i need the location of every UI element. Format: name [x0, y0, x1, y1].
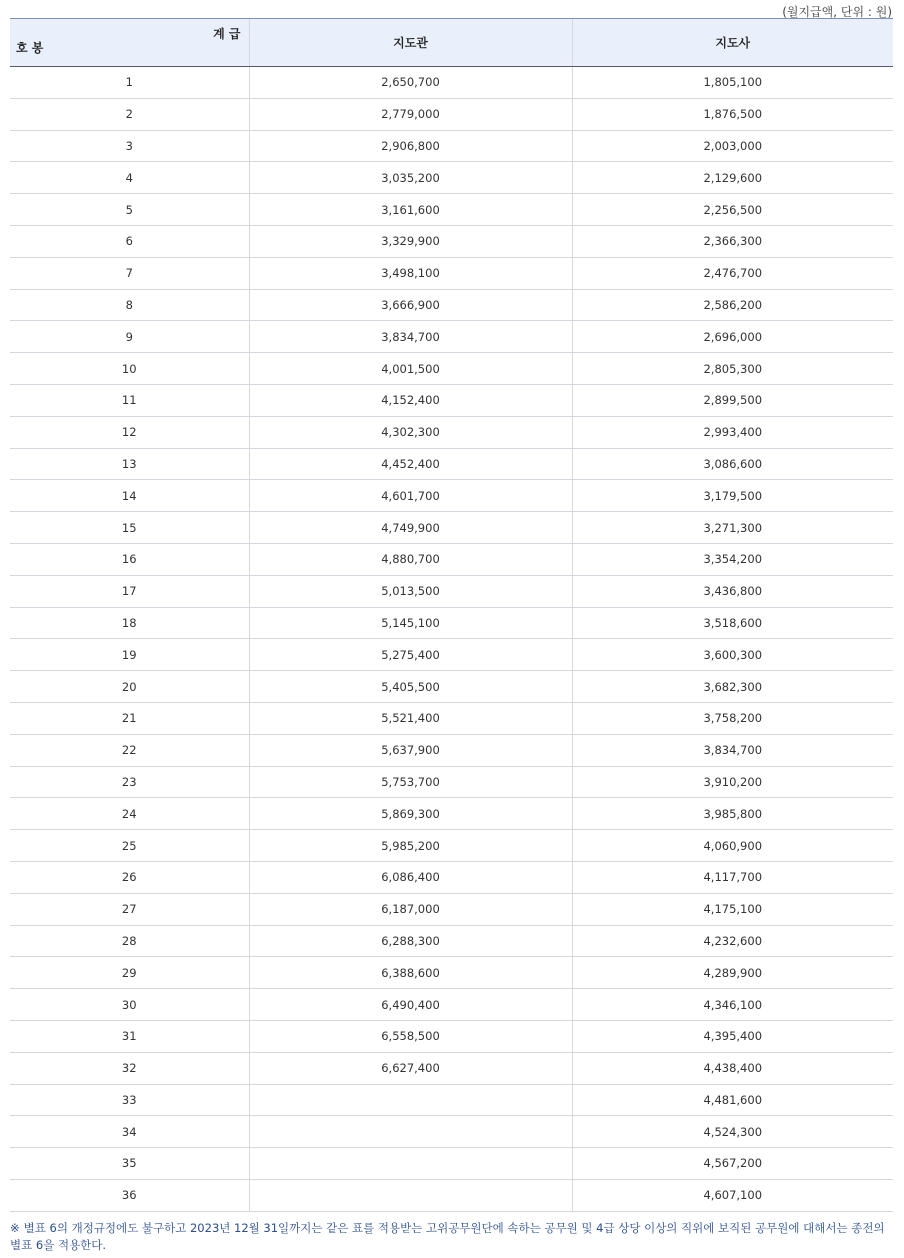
header-corner-cell [10, 19, 249, 67]
step-cell: 29 [10, 957, 249, 989]
step-cell: 31 [10, 1020, 249, 1052]
footnote-text: 별표 6의 개정규정에도 불구하고 2023년 12월 31일까지는 같은 표를 적용받는 고위공무원단에 속하는 공무원 및 4급 상당 이상의 직위에 보직된 공무원에 대해서는 종전의 별표 6을 적용한다. [10, 1221, 885, 1252]
instructor-pay-cell: 4,567,200 [572, 1148, 893, 1180]
instructor-pay-cell: 3,910,200 [572, 766, 893, 798]
reference-mark: ※ [10, 1221, 20, 1235]
table-row [10, 480, 893, 512]
instructor-pay-cell: 4,524,300 [572, 1116, 893, 1148]
table-row [10, 448, 893, 480]
instructor-pay-cell: 4,346,100 [572, 989, 893, 1021]
table-row [10, 702, 893, 734]
column-header-instructor-senior: 지도관 [249, 19, 572, 67]
step-cell: 28 [10, 925, 249, 957]
table-header [10, 19, 893, 67]
instructor-pay-cell: 3,600,300 [572, 639, 893, 671]
table-row [10, 893, 893, 925]
step-cell: 34 [10, 1116, 249, 1148]
instructor-senior-pay-cell: 4,001,500 [249, 353, 572, 385]
step-cell: 20 [10, 671, 249, 703]
instructor-senior-pay-cell: 4,452,400 [249, 448, 572, 480]
table-body [10, 67, 893, 1212]
instructor-pay-cell: 3,985,800 [572, 798, 893, 830]
instructor-pay-cell: 4,289,900 [572, 957, 893, 989]
instructor-senior-pay-cell: 3,161,600 [249, 194, 572, 226]
instructor-pay-cell: 3,682,300 [572, 671, 893, 703]
instructor-pay-cell: 3,179,500 [572, 480, 893, 512]
step-cell: 25 [10, 830, 249, 862]
instructor-senior-pay-cell: 5,405,500 [249, 671, 572, 703]
instructor-pay-cell: 3,758,200 [572, 702, 893, 734]
instructor-senior-pay-cell: 4,152,400 [249, 384, 572, 416]
instructor-pay-cell: 4,438,400 [572, 1052, 893, 1084]
instructor-senior-pay-cell: 6,490,400 [249, 989, 572, 1021]
instructor-pay-cell: 4,232,600 [572, 925, 893, 957]
instructor-pay-cell: 3,834,700 [572, 734, 893, 766]
instructor-senior-pay-cell: 6,388,600 [249, 957, 572, 989]
instructor-senior-pay-cell: 6,187,000 [249, 893, 572, 925]
step-cell: 2 [10, 98, 249, 130]
step-cell: 18 [10, 607, 249, 639]
step-cell: 17 [10, 575, 249, 607]
table-row [10, 321, 893, 353]
unit-note: (월지급액, 단위 : 원) [782, 5, 892, 19]
table-row [10, 289, 893, 321]
step-cell: 1 [10, 67, 249, 99]
step-cell: 8 [10, 289, 249, 321]
table-row [10, 925, 893, 957]
instructor-senior-pay-cell: 5,869,300 [249, 798, 572, 830]
table-row [10, 1179, 893, 1211]
table-row [10, 384, 893, 416]
table-row [10, 830, 893, 862]
instructor-senior-pay-cell: 4,302,300 [249, 416, 572, 448]
instructor-senior-pay-cell: 2,779,000 [249, 98, 572, 130]
table-row [10, 989, 893, 1021]
instructor-pay-cell: 3,271,300 [572, 512, 893, 544]
instructor-senior-pay-cell: 2,906,800 [249, 130, 572, 162]
table-row [10, 639, 893, 671]
table-row [10, 512, 893, 544]
step-cell: 23 [10, 766, 249, 798]
step-cell: 19 [10, 639, 249, 671]
instructor-pay-cell: 1,876,500 [572, 98, 893, 130]
instructor-senior-pay-cell: 6,627,400 [249, 1052, 572, 1084]
instructor-pay-cell: 2,003,000 [572, 130, 893, 162]
table-row [10, 353, 893, 385]
step-cell: 15 [10, 512, 249, 544]
table-row [10, 575, 893, 607]
table-row [10, 766, 893, 798]
table-row [10, 957, 893, 989]
instructor-pay-cell: 2,586,200 [572, 289, 893, 321]
instructor-pay-cell: 1,805,100 [572, 67, 893, 99]
instructor-pay-cell: 3,436,800 [572, 575, 893, 607]
step-cell: 36 [10, 1179, 249, 1211]
instructor-senior-pay-cell: 5,275,400 [249, 639, 572, 671]
instructor-pay-cell: 3,518,600 [572, 607, 893, 639]
instructor-senior-pay-cell: 5,753,700 [249, 766, 572, 798]
instructor-pay-cell: 2,476,700 [572, 257, 893, 289]
step-cell: 6 [10, 225, 249, 257]
instructor-pay-cell: 2,805,300 [572, 353, 893, 385]
instructor-senior-pay-cell: 2,650,700 [249, 67, 572, 99]
step-cell: 27 [10, 893, 249, 925]
step-cell: 24 [10, 798, 249, 830]
step-cell: 21 [10, 702, 249, 734]
instructor-pay-cell: 3,354,200 [572, 543, 893, 575]
instructor-pay-cell: 4,175,100 [572, 893, 893, 925]
step-cell: 12 [10, 416, 249, 448]
table-row [10, 416, 893, 448]
step-cell: 14 [10, 480, 249, 512]
instructor-senior-pay-cell: 5,145,100 [249, 607, 572, 639]
instructor-pay-cell: 2,256,500 [572, 194, 893, 226]
table-row [10, 67, 893, 99]
instructor-pay-cell: 4,060,900 [572, 830, 893, 862]
step-cell: 11 [10, 384, 249, 416]
table-row [10, 1116, 893, 1148]
table-row [10, 225, 893, 257]
instructor-senior-pay-cell: 5,013,500 [249, 575, 572, 607]
step-cell: 13 [10, 448, 249, 480]
rank-header-label: 계 급 [213, 27, 241, 41]
table-row [10, 1020, 893, 1052]
instructor-senior-pay-cell [249, 1084, 572, 1116]
step-cell: 35 [10, 1148, 249, 1180]
header-row [10, 19, 893, 67]
salary-table [10, 18, 893, 1212]
table-row [10, 734, 893, 766]
instructor-senior-pay-cell: 3,834,700 [249, 321, 572, 353]
step-cell: 3 [10, 130, 249, 162]
column-header-instructor: 지도사 [572, 19, 893, 67]
table-row [10, 194, 893, 226]
instructor-pay-cell: 4,117,700 [572, 861, 893, 893]
step-cell: 33 [10, 1084, 249, 1116]
step-cell: 32 [10, 1052, 249, 1084]
instructor-pay-cell: 4,395,400 [572, 1020, 893, 1052]
table-row [10, 671, 893, 703]
instructor-pay-cell: 4,481,600 [572, 1084, 893, 1116]
instructor-senior-pay-cell: 3,035,200 [249, 162, 572, 194]
instructor-pay-cell: 2,899,500 [572, 384, 893, 416]
instructor-pay-cell: 2,993,400 [572, 416, 893, 448]
table-row [10, 1084, 893, 1116]
step-cell: 9 [10, 321, 249, 353]
instructor-senior-pay-cell: 5,637,900 [249, 734, 572, 766]
instructor-senior-pay-cell: 3,329,900 [249, 225, 572, 257]
table-row [10, 1148, 893, 1180]
instructor-senior-pay-cell [249, 1148, 572, 1180]
table-row [10, 98, 893, 130]
instructor-pay-cell: 2,129,600 [572, 162, 893, 194]
step-cell: 5 [10, 194, 249, 226]
instructor-senior-pay-cell: 6,288,300 [249, 925, 572, 957]
step-cell: 26 [10, 861, 249, 893]
table-row [10, 861, 893, 893]
instructor-pay-cell: 3,086,600 [572, 448, 893, 480]
step-cell: 22 [10, 734, 249, 766]
instructor-senior-pay-cell: 5,521,400 [249, 702, 572, 734]
instructor-senior-pay-cell [249, 1179, 572, 1211]
instructor-senior-pay-cell: 3,498,100 [249, 257, 572, 289]
table-row [10, 798, 893, 830]
instructor-senior-pay-cell: 4,880,700 [249, 543, 572, 575]
instructor-senior-pay-cell: 4,601,700 [249, 480, 572, 512]
table-row [10, 607, 893, 639]
instructor-senior-pay-cell: 3,666,900 [249, 289, 572, 321]
instructor-senior-pay-cell: 6,086,400 [249, 861, 572, 893]
step-cell: 16 [10, 543, 249, 575]
instructor-pay-cell: 4,607,100 [572, 1179, 893, 1211]
footnote [10, 1220, 894, 1254]
step-header-label: 호 봉 [16, 41, 44, 55]
instructor-senior-pay-cell: 6,558,500 [249, 1020, 572, 1052]
step-cell: 4 [10, 162, 249, 194]
step-cell: 10 [10, 353, 249, 385]
step-cell: 7 [10, 257, 249, 289]
table-row [10, 257, 893, 289]
instructor-senior-pay-cell [249, 1116, 572, 1148]
instructor-senior-pay-cell: 5,985,200 [249, 830, 572, 862]
instructor-pay-cell: 2,366,300 [572, 225, 893, 257]
instructor-senior-pay-cell: 4,749,900 [249, 512, 572, 544]
step-cell: 30 [10, 989, 249, 1021]
table-row [10, 130, 893, 162]
table-row [10, 543, 893, 575]
instructor-pay-cell: 2,696,000 [572, 321, 893, 353]
table-row [10, 1052, 893, 1084]
table-row [10, 162, 893, 194]
